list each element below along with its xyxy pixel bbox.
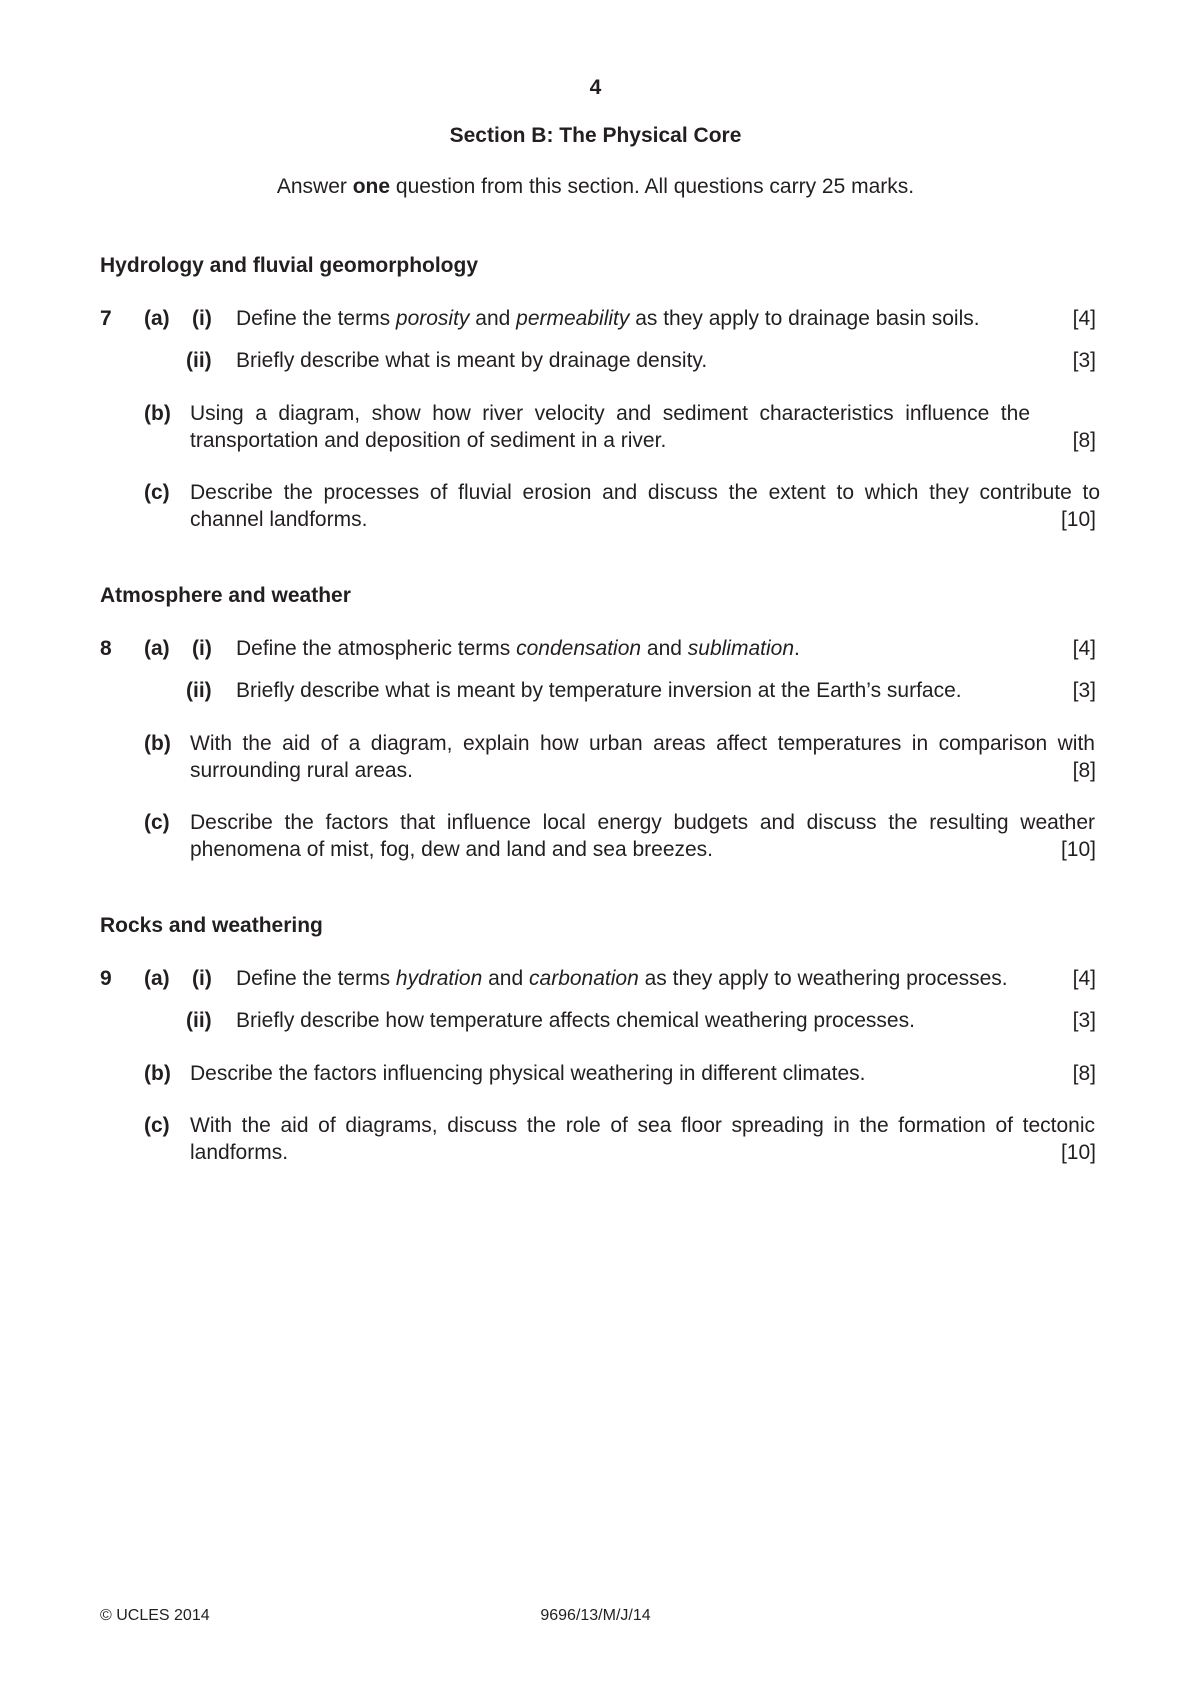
instruction-post: question from this section. All questions carry 25 marks. (390, 175, 915, 198)
mark-allocation: [4] (1072, 967, 1096, 990)
mark-allocation: [4] (1072, 307, 1096, 330)
part-label: (a) (144, 967, 170, 990)
italic-term: sublimation (687, 637, 795, 660)
text-run: and (641, 637, 688, 660)
part-label: (b) (144, 732, 171, 755)
text-run: Define the terms (236, 967, 396, 990)
mark-allocation: [10] (1060, 838, 1096, 861)
subpart-label: (ii) (186, 1009, 212, 1032)
part-label: (a) (144, 637, 170, 660)
subpart-label: (ii) (186, 349, 212, 372)
question-text: Briefly describe what is meant by drainage density. (236, 349, 708, 372)
subpart-label: (i) (192, 307, 212, 330)
topic-heading: Hydrology and fluvial geomorphology (100, 254, 479, 277)
question-8-b (0, 730, 1191, 784)
mark-allocation: [3] (1072, 1009, 1096, 1032)
italic-term: condensation (516, 637, 642, 660)
text-run: Define the atmospheric terms (236, 637, 517, 660)
instruction-bold: one (352, 175, 391, 198)
question-text (236, 635, 1056, 662)
part-label: (c) (144, 1114, 170, 1137)
subpart-label: (i) (192, 967, 212, 990)
text-run: and (482, 967, 530, 990)
text-run: as they apply to drainage basin soils. (629, 307, 980, 330)
part-label: (b) (144, 402, 171, 425)
mark-allocation: [10] (1060, 508, 1096, 531)
italic-term: carbonation (529, 967, 639, 990)
subpart-label: (i) (192, 637, 212, 660)
question-number: 7 (100, 307, 112, 330)
question-7-b (0, 400, 1191, 454)
mark-allocation: [3] (1072, 349, 1096, 372)
italic-term: porosity (395, 307, 470, 330)
question-9-c (0, 1112, 1191, 1166)
question-number: 8 (100, 637, 112, 660)
section-instruction (0, 175, 1191, 199)
section-title: Section B: The Physical Core (449, 124, 742, 147)
question-text (236, 305, 1056, 332)
question-text (236, 965, 1056, 992)
question-text: With the aid of a diagram, explain how urban areas affect temperatures in comparison with surrounding rural areas. (190, 732, 1095, 782)
footer-copyright: © UCLES 2014 (100, 1607, 210, 1624)
mark-allocation: [3] (1072, 679, 1096, 702)
italic-term: hydration (395, 967, 483, 990)
page-number: 4 (589, 76, 602, 99)
mark-allocation: [8] (1072, 1062, 1096, 1085)
subpart-label: (ii) (186, 679, 212, 702)
italic-term: permeability (516, 307, 630, 330)
text-run: . (794, 637, 800, 660)
instruction-pre: Answer (276, 175, 353, 198)
question-text: Describe the processes of fluvial erosion and discuss the extent to which they contribute to channel landforms. (190, 481, 1100, 531)
footer-paper-code: 9696/13/M/J/14 (540, 1607, 651, 1624)
part-label: (c) (144, 481, 170, 504)
question-number: 9 (100, 967, 112, 990)
topic-heading: Atmosphere and weather (100, 584, 351, 607)
question-text: With the aid of diagrams, discuss the role of sea floor spreading in the formation of tectonic landforms. (190, 1114, 1095, 1164)
mark-allocation: [4] (1072, 637, 1096, 660)
question-text: Briefly describe what is meant by temperature inversion at the Earth’s surface. (236, 679, 962, 702)
question-8-c (0, 809, 1191, 863)
part-label: (b) (144, 1062, 171, 1085)
question-text: Describe the factors that influence local energy budgets and discuss the resulting weather phenomena of mist, fog, dew and land and sea breezes. (190, 811, 1095, 861)
text-run: as they apply to weathering processes. (638, 967, 1008, 990)
question-text: Briefly describe how temperature affects chemical weathering processes. (236, 1009, 915, 1032)
mark-allocation: [8] (1072, 759, 1096, 782)
question-text: Using a diagram, show how river velocity and sediment characteristics influence the transportation and deposition of sediment in a river. (190, 402, 1030, 452)
mark-allocation: [10] (1060, 1141, 1096, 1164)
part-label: (a) (144, 307, 170, 330)
text-run: and (469, 307, 517, 330)
question-7-c (0, 479, 1191, 533)
part-label: (c) (144, 811, 170, 834)
text-run: Define the terms (236, 307, 396, 330)
topic-heading: Rocks and weathering (100, 914, 323, 937)
question-text: Describe the factors influencing physical weathering in different climates. (190, 1062, 866, 1085)
mark-allocation: [8] (1072, 429, 1096, 452)
